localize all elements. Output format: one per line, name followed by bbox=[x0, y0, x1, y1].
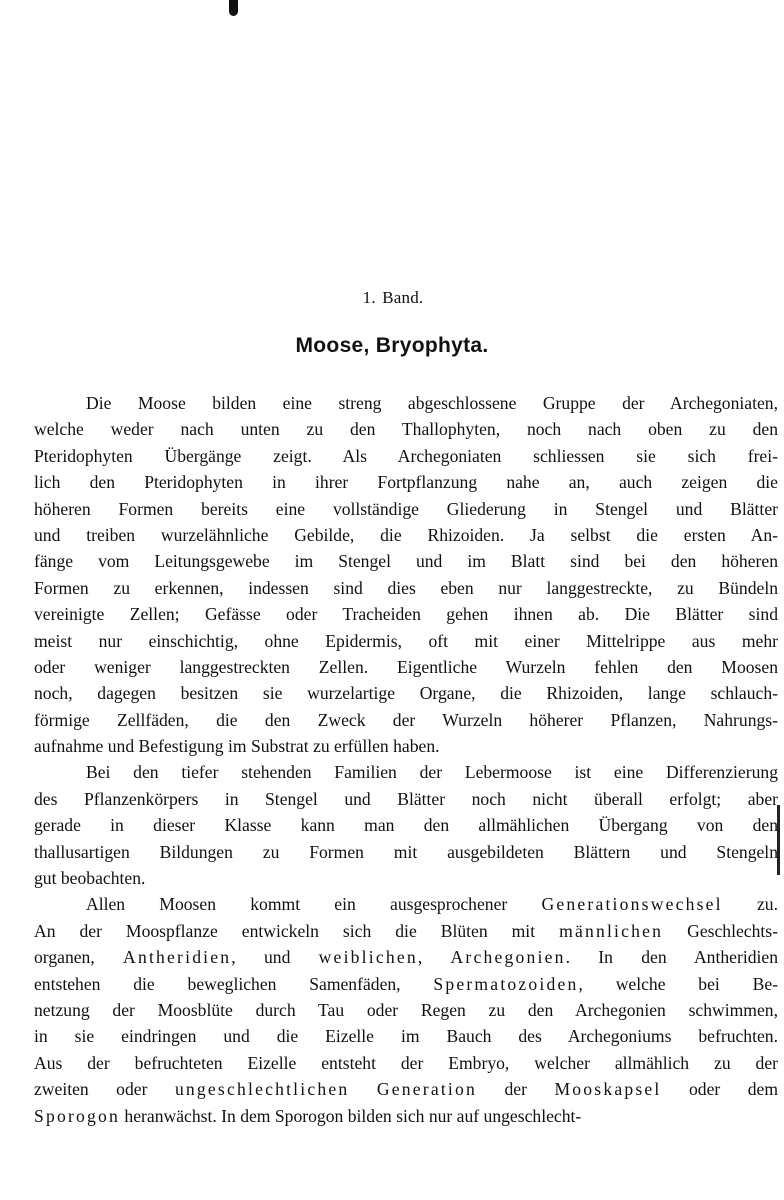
text-segment: Geschlechts- bbox=[663, 920, 779, 941]
text-line bbox=[34, 971, 778, 997]
text-line: welche weder nach unten zu den Thallophyten, noch nach oben zu den bbox=[34, 419, 778, 440]
text-segment: oder dem bbox=[661, 1079, 779, 1100]
text-segment: organen, bbox=[34, 947, 124, 968]
text-line: aufnahme und Befestigung im Substrat zu erfüllen haben. bbox=[34, 736, 440, 757]
text-segment: zweiten oder bbox=[34, 1079, 175, 1100]
text-line: und treiben wurzelähnliche Gebilde, die Rhizoiden. Ja selbst die ersten An- bbox=[34, 524, 778, 545]
spaced-term: Generation bbox=[376, 1079, 478, 1100]
text-segment: entstehen die beweglichen Samenfäden, bbox=[34, 973, 434, 994]
text-segment: , bbox=[417, 947, 451, 968]
text-line: gerade in dieser Klasse kann man den allmählichen Übergang von den bbox=[34, 815, 778, 836]
text-line: noch, dagegen besitzen sie wurzelartige Organe, die Rhizoiden, lange schlauch- bbox=[34, 683, 778, 704]
text-segment: , welche bei Be- bbox=[578, 973, 778, 994]
text-line bbox=[34, 891, 778, 917]
text-line: förmige Zellfäden, die den Zweck der Wurzeln höherer Pflanzen, Nahrungs- bbox=[34, 709, 778, 730]
text-line: oder weniger langgestreckten Zellen. Eigentliche Wurzeln fehlen den Moosen bbox=[34, 656, 778, 677]
text-line bbox=[34, 918, 778, 944]
text-line: Formen zu erkennen, indessen sind dies eben nur langgestreckte, zu Bündeln bbox=[34, 577, 778, 598]
text-segment bbox=[349, 1079, 376, 1099]
text-line: Pteridophyten Übergänge zeigt. Als Archegoniaten schliessen sie sich frei- bbox=[34, 445, 778, 466]
band-number: 1. bbox=[362, 288, 376, 307]
text-line bbox=[34, 1076, 778, 1102]
text-line: fänge vom Leitungsgewebe im Stengel und im Blatt sind bei den höheren bbox=[34, 551, 778, 572]
ink-blot bbox=[229, 0, 238, 16]
paragraph bbox=[34, 759, 778, 891]
band-label: Band. bbox=[382, 288, 424, 307]
text-line bbox=[34, 1103, 778, 1129]
text-segment: An der Moospflanze entwickeln sich die Blüten mit bbox=[34, 920, 560, 941]
spaced-term: ungeschlechtlichen bbox=[174, 1079, 350, 1100]
text-line: des Pflanzenkörpers in Stengel und Blätter noch nicht überall erfolgt; aber bbox=[34, 788, 778, 809]
section-title: Moose, Bryophyta. bbox=[295, 334, 489, 357]
spaced-term: Spermatozoiden bbox=[433, 973, 579, 994]
text-segment: , und bbox=[231, 947, 319, 968]
text-line: Bei den tiefer stehenden Familien der Lebermoose ist eine Differenzierung bbox=[86, 762, 778, 783]
spaced-term: Mooskapsel bbox=[554, 1079, 662, 1100]
text-line: höheren Formen bereits eine vollständige Gliederung in Stengel und Blätter bbox=[34, 498, 778, 519]
text-line bbox=[34, 944, 778, 970]
spaced-term: männlichen bbox=[559, 920, 664, 941]
band-heading bbox=[0, 288, 784, 308]
spaced-term: weiblichen bbox=[318, 947, 418, 968]
text-segment: der bbox=[477, 1079, 555, 1100]
text-segment: heranwächst. In dem Sporogon bilden sich nur auf ungeschlecht- bbox=[120, 1105, 582, 1126]
text-line: Aus der befruchteten Eizelle entsteht der Embryo, welcher allmählich zu der bbox=[34, 1052, 778, 1073]
spaced-term: Generationswechsel bbox=[541, 894, 723, 915]
spaced-term: Sporogon bbox=[34, 1105, 121, 1126]
text-line: in sie eindringen und die Eizelle im Bauch des Archegoniums befruchten. bbox=[34, 1026, 778, 1047]
body-text bbox=[34, 390, 778, 1129]
text-line: Die Moose bilden eine streng abgeschlossene Gruppe der Archegoniaten, bbox=[86, 393, 778, 413]
spaced-term: Archegonien bbox=[450, 947, 566, 968]
text-line: gut beobachten. bbox=[34, 868, 146, 889]
text-line: netzung der Moosblüte durch Tau oder Regen zu den Archegonien schwimmen, bbox=[34, 999, 778, 1020]
paragraph bbox=[34, 891, 778, 1129]
text-line: meist nur einschichtig, ohne Epidermis, oft mit einer Mittelrippe aus mehr bbox=[34, 630, 778, 651]
paragraph bbox=[34, 390, 778, 759]
text-segment: zu. bbox=[722, 894, 778, 915]
spaced-term: Antheridien bbox=[123, 947, 232, 968]
text-line: vereinigte Zellen; Gefässe oder Tracheiden gehen ihnen ab. Die Blätter sind bbox=[34, 604, 778, 625]
text-segment: Allen Moosen kommt ein ausgesprochener bbox=[86, 894, 542, 915]
text-segment: . In den Antheridien bbox=[565, 947, 778, 968]
text-line: lich den Pteridophyten in ihrer Fortpflanzung nahe an, auch zeigen die bbox=[34, 472, 778, 493]
text-line: thallusartigen Bildungen zu Formen mit ausgebildeten Blättern und Stengeln bbox=[34, 841, 778, 862]
